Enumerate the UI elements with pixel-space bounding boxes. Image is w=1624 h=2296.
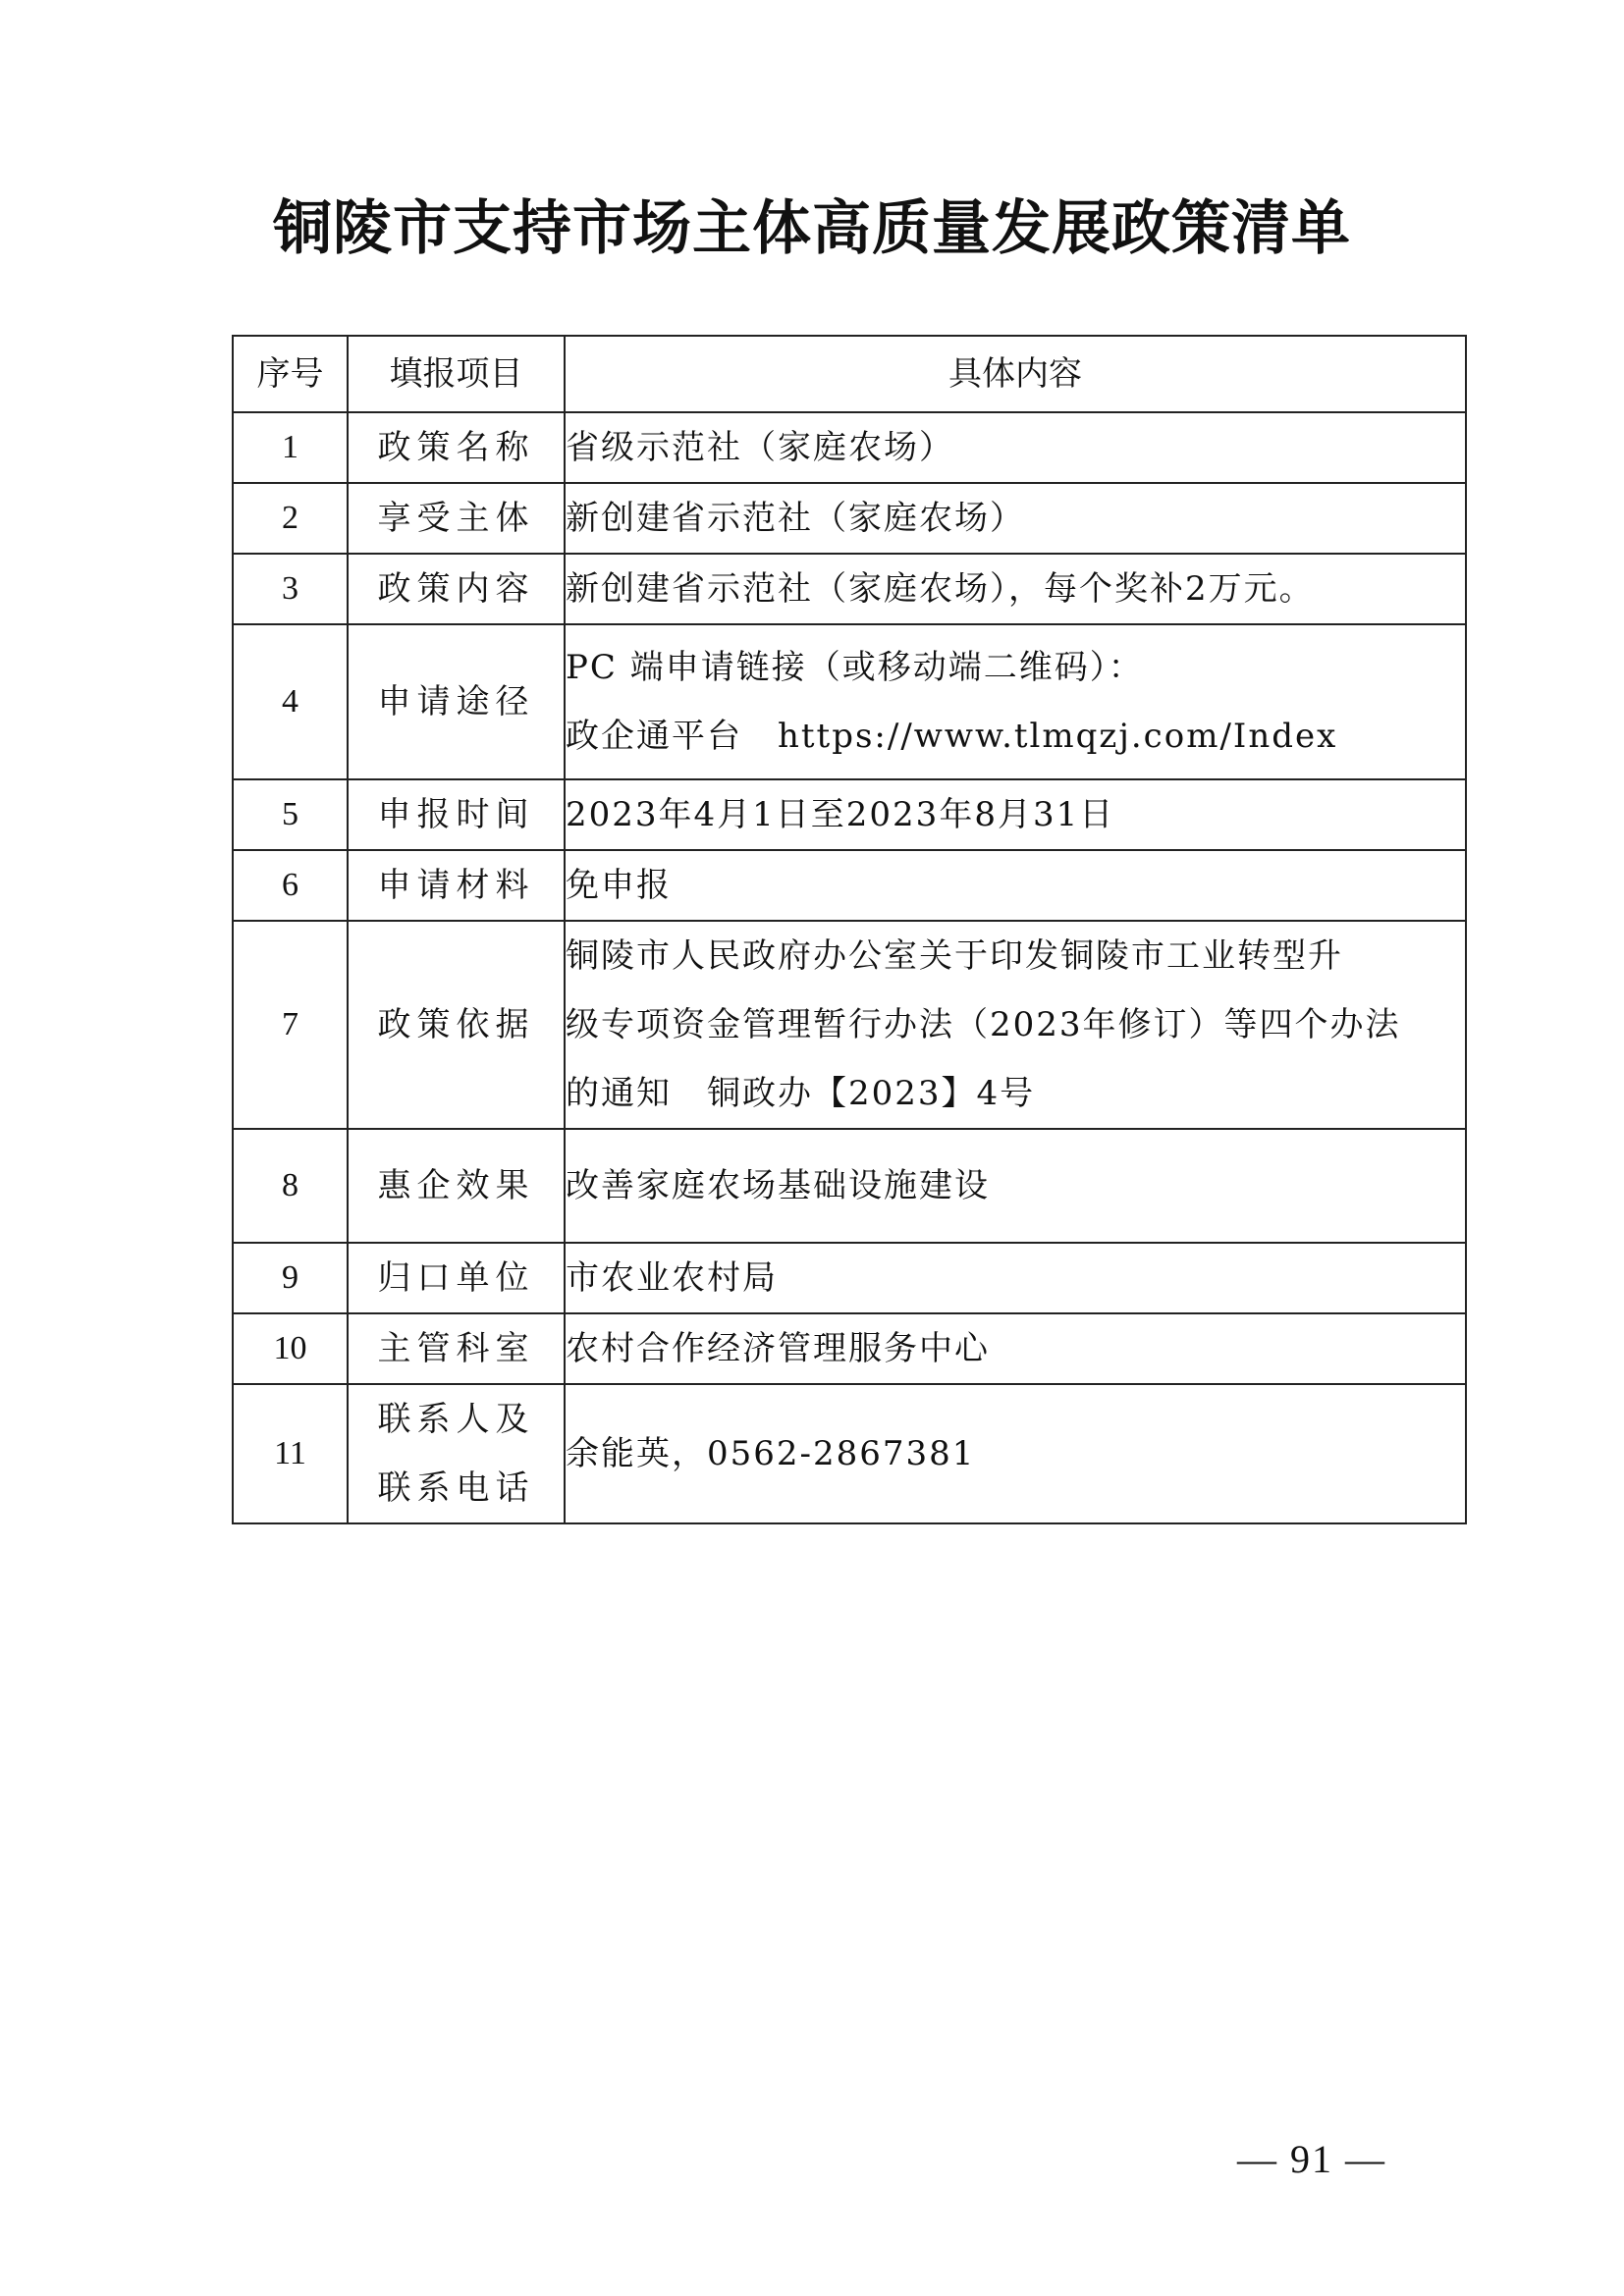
row-number: 9 [233,1243,348,1313]
field-line: 联系人及 [377,1400,535,1439]
content-line: 的通知 铜政办【2023】4号 [566,1074,1036,1113]
header-field: 填报项目 [348,336,565,412]
row-content: 新创建省示范社（家庭农场） [565,483,1466,554]
row-number: 11 [233,1384,348,1523]
row-field: 政策名称 [348,412,565,483]
content-line: PC 端申请链接（或移动端二维码）： [566,648,1144,687]
content-line: 铜陵市人民政府办公室关于印发铜陵市工业转型升 [566,936,1343,976]
row-content: 余能英，0562-2867381 [565,1384,1466,1523]
row-content: 市农业农村局 [565,1243,1466,1313]
row-field: 政策内容 [348,554,565,624]
table-row [233,779,1466,850]
row-number: 1 [233,412,348,483]
table-row [233,1243,1466,1313]
header-content: 具体内容 [565,336,1466,412]
row-content: 农村合作经济管理服务中心 [565,1313,1466,1384]
row-content: 免申报 [565,850,1466,921]
policy-table [232,335,1467,1524]
table-row [233,1313,1466,1384]
row-content [565,921,1466,1129]
content-line: 级专项资金管理暂行办法（2023年修订）等四个办法 [566,1005,1401,1044]
field-line: 联系电话 [377,1468,535,1508]
table-row [233,624,1466,779]
row-number: 6 [233,850,348,921]
row-content: 新创建省示范社（家庭农场），每个奖补2万元。 [565,554,1466,624]
table-row [233,554,1466,624]
row-field: 惠企效果 [348,1129,565,1243]
table-row [233,1129,1466,1243]
row-field [348,1384,565,1523]
row-number: 2 [233,483,348,554]
table-header-row [233,336,1466,412]
row-field: 政策依据 [348,921,565,1129]
row-content: 2023年4月1日至2023年8月31日 [565,779,1466,850]
row-content [565,624,1466,779]
row-number: 3 [233,554,348,624]
table-row [233,921,1466,1129]
row-number: 10 [233,1313,348,1384]
row-number: 7 [233,921,348,1129]
table-row [233,412,1466,483]
table-row [233,850,1466,921]
page-title: 铜陵市支持市场主体高质量发展政策清单 [273,194,1351,263]
row-field: 申请途径 [348,624,565,779]
page-number: — 91 — [1237,2137,1386,2181]
row-field: 享受主体 [348,483,565,554]
row-field: 申请材料 [348,850,565,921]
row-field: 主管科室 [348,1313,565,1384]
row-content: 改善家庭农场基础设施建设 [565,1129,1466,1243]
row-field: 申报时间 [348,779,565,850]
row-field: 归口单位 [348,1243,565,1313]
row-number: 8 [233,1129,348,1243]
content-line-link: 政企通平台 https://www.tlmqzj.com/Index [566,717,1338,756]
row-content: 省级示范社（家庭农场） [565,412,1466,483]
header-number: 序号 [233,336,348,412]
table-row [233,483,1466,554]
row-number: 5 [233,779,348,850]
table-row [233,1384,1466,1523]
row-number: 4 [233,624,348,779]
